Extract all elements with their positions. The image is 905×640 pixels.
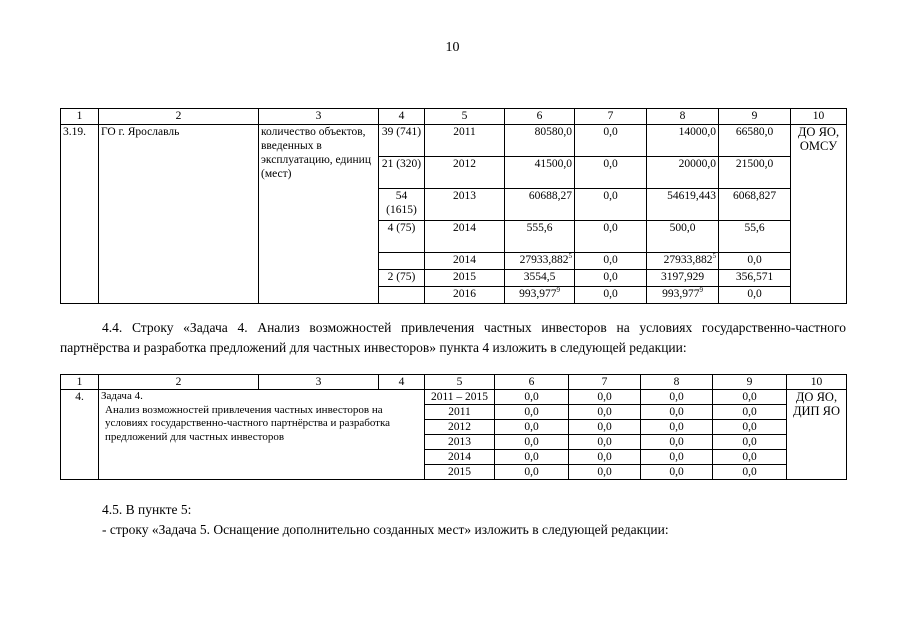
indicator-value: 39 (741) (379, 125, 425, 157)
year-cell: 2012 (425, 157, 505, 189)
regional-cell: 0,0 (641, 450, 713, 465)
local-cell: 0,0 (713, 420, 787, 435)
federal-cell: 0,0 (575, 253, 647, 270)
cell-value: 3197,929 (660, 271, 705, 283)
header-cell: 9 (719, 109, 791, 125)
year-cell: 2015 (425, 270, 505, 287)
year-cell: 2015 (425, 465, 495, 480)
local-cell: 21500,0 (719, 157, 791, 189)
federal-cell: 0,0 (575, 189, 647, 221)
total-cell: 0,0 (495, 450, 569, 465)
regional-cell: 0,0 (641, 435, 713, 450)
federal-cell: 0,0 (569, 450, 641, 465)
total-cell: 0,0 (495, 405, 569, 420)
total-cell (505, 270, 575, 287)
cell-value: 14000,0 (678, 126, 716, 138)
task-description (99, 390, 425, 480)
task-text: Анализ возможностей привлечения частных инвесторов на условиях государственно-частного партнёрства и разработка предложений для частных инвесторов (105, 403, 391, 443)
total-cell (505, 253, 575, 270)
table-task3-row-3-19 (60, 108, 847, 304)
regional-cell (647, 287, 719, 304)
cell-value: 3554,5 (523, 271, 556, 283)
local-cell: 0,0 (719, 287, 791, 304)
responsible-cell: ДО ЯО, ДИП ЯО (787, 390, 847, 480)
regional-cell: 0,0 (641, 465, 713, 480)
table-header-row (61, 375, 847, 390)
regional-cell: 0,0 (641, 420, 713, 435)
header-cell: 8 (647, 109, 719, 125)
year-cell: 2016 (425, 287, 505, 304)
regional-cell: 0,0 (641, 405, 713, 420)
indicator-name: количество объектов, введенных в эксплуатацию, единиц (мест) (259, 125, 379, 304)
footnote-marker: 5 (712, 252, 716, 261)
federal-cell: 0,0 (575, 287, 647, 304)
year-cell: 2013 (425, 435, 495, 450)
local-cell: 0,0 (713, 435, 787, 450)
paragraph-4-5: 4.5. В пункте 5: (102, 502, 192, 517)
task-title: Задача 4. (101, 390, 143, 402)
federal-cell: 0,0 (575, 221, 647, 253)
regional-cell (647, 157, 719, 189)
responsible-cell: ДО ЯО, ОМСУ (791, 125, 847, 304)
header-cell: 5 (425, 109, 505, 125)
year-cell: 2011 (425, 405, 495, 420)
total-cell: 0,0 (495, 420, 569, 435)
local-cell: 0,0 (713, 390, 787, 405)
row-number: 4. (61, 390, 99, 480)
table-header-row (61, 109, 847, 125)
total-cell (505, 189, 575, 221)
header-cell: 3 (259, 375, 379, 390)
cell-value: 555,6 (526, 222, 553, 234)
year-cell: 2013 (425, 189, 505, 221)
regional-cell: 0,0 (641, 390, 713, 405)
cell-value: 27933,882 (519, 254, 569, 266)
local-cell: 0,0 (713, 450, 787, 465)
footnote-marker: 5 (568, 252, 572, 261)
paragraph-4-4: 4.4. Строку «Задача 4. Анализ возможностей привлечения частных инвесторов на условиях государственно-частного партнёрства и разработка предложений для частных инвесторов» пункта 4 изложить в следующей редакции: (60, 320, 846, 355)
local-cell: 66580,0 (719, 125, 791, 157)
row-number: 3.19. (61, 125, 99, 304)
year-cell: 2014 (425, 253, 505, 270)
cell-value: 80580,0 (534, 126, 572, 138)
regional-cell (647, 270, 719, 287)
cell-value: 27933,882 (663, 254, 713, 266)
header-cell: 3 (259, 109, 379, 125)
federal-cell: 0,0 (569, 420, 641, 435)
cell-value: 993,977 (662, 288, 700, 300)
total-cell (505, 287, 575, 304)
indicator-value: 4 (75) (379, 221, 425, 253)
total-cell: 0,0 (495, 465, 569, 480)
local-cell: 0,0 (713, 405, 787, 420)
federal-cell: 0,0 (569, 390, 641, 405)
total-cell (505, 221, 575, 253)
indicator-value: 2 (75) (379, 270, 425, 287)
header-cell: 4 (379, 109, 425, 125)
year-cell: 2014 (425, 450, 495, 465)
cell-value: 20000,0 (678, 158, 716, 170)
header-cell: 6 (495, 375, 569, 390)
regional-cell (647, 189, 719, 221)
federal-cell: 0,0 (569, 465, 641, 480)
header-cell: 5 (425, 375, 495, 390)
indicator-value: 21 (320) (379, 157, 425, 189)
table-row (61, 125, 847, 157)
header-cell: 4 (379, 375, 425, 390)
table-row (61, 390, 847, 405)
regional-cell (647, 221, 719, 253)
cell-value: 993,977 (519, 288, 557, 300)
page-number: 10 (445, 40, 460, 55)
header-cell: 10 (787, 375, 847, 390)
table-task4 (60, 374, 847, 480)
year-cell: 2011 (425, 125, 505, 157)
indicator-value (379, 287, 425, 304)
local-cell: 0,0 (719, 253, 791, 270)
header-cell: 7 (575, 109, 647, 125)
header-cell: 7 (569, 375, 641, 390)
header-cell: 2 (99, 375, 259, 390)
federal-cell: 0,0 (575, 157, 647, 189)
total-cell: 0,0 (495, 390, 569, 405)
cell-value: 41500,0 (534, 158, 572, 170)
header-cell: 8 (641, 375, 713, 390)
header-cell: 1 (61, 109, 99, 125)
year-cell: 2012 (425, 420, 495, 435)
local-cell: 6068,827 (719, 189, 791, 221)
total-cell (505, 157, 575, 189)
cell-value: 60688,27 (528, 190, 572, 202)
indicator-value (379, 253, 425, 270)
footnote-marker: 9 (699, 286, 703, 295)
federal-cell: 0,0 (569, 405, 641, 420)
header-cell: 1 (61, 375, 99, 390)
header-cell: 6 (505, 109, 575, 125)
indicator-value: 54 (1615) (379, 189, 425, 221)
local-cell: 0,0 (713, 465, 787, 480)
local-cell: 55,6 (719, 221, 791, 253)
local-cell: 356,571 (719, 270, 791, 287)
header-cell: 9 (713, 375, 787, 390)
year-cell: 2011 – 2015 (425, 390, 495, 405)
federal-cell: 0,0 (575, 270, 647, 287)
total-cell (505, 125, 575, 157)
federal-cell: 0,0 (569, 435, 641, 450)
federal-cell: 0,0 (575, 125, 647, 157)
municipality-name: ГО г. Ярославль (99, 125, 259, 304)
cell-value: 54619,443 (667, 190, 716, 202)
footnote-marker: 9 (556, 286, 560, 295)
regional-cell (647, 253, 719, 270)
paragraph-task5: - строку «Задача 5. Оснащение дополнительно созданных мест» изложить в следующей редакции: (102, 522, 669, 537)
year-cell: 2014 (425, 221, 505, 253)
cell-value: 500,0 (669, 222, 696, 234)
regional-cell (647, 125, 719, 157)
header-cell: 10 (791, 109, 847, 125)
total-cell: 0,0 (495, 435, 569, 450)
header-cell: 2 (99, 109, 259, 125)
